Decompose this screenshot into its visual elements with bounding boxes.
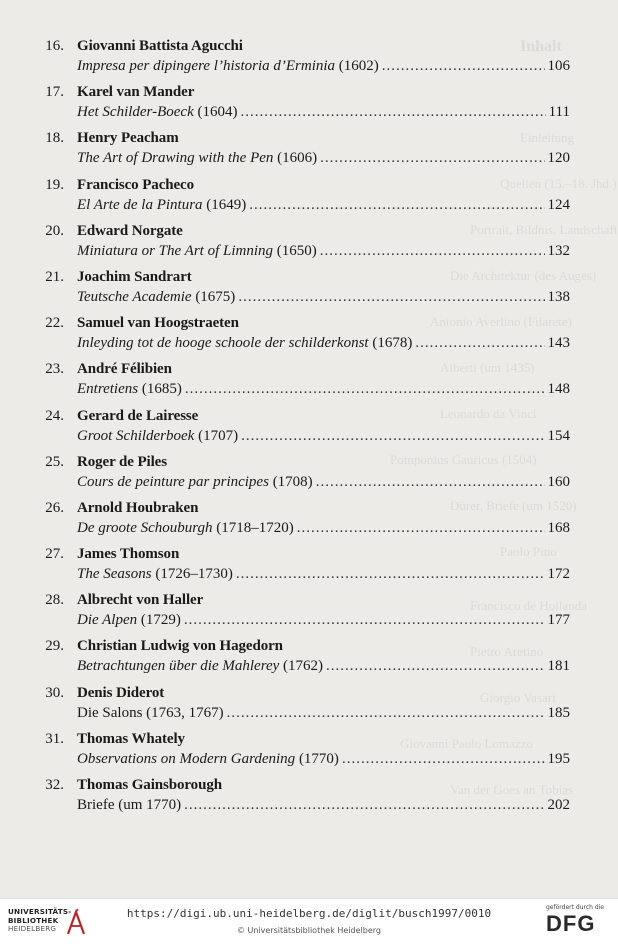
leader-dots [320, 242, 545, 261]
entry-number: 24. [45, 407, 64, 424]
entry-number: 26. [45, 499, 64, 516]
entry-page-number: 172 [547, 566, 570, 583]
leader-dots [326, 657, 544, 676]
entry-title-line [77, 427, 570, 446]
toc-entry [0, 268, 618, 314]
toc-entry [0, 314, 618, 360]
toc-entry [0, 637, 618, 683]
entry-title-line [77, 380, 570, 399]
leader-dots [342, 750, 545, 769]
entry-page-number: 185 [547, 704, 570, 721]
entry-title: El Arte de la Pintura (1649) [77, 196, 247, 213]
entry-number: 22. [45, 315, 64, 332]
entry-title-line [77, 103, 570, 122]
entry-author: Albrecht von Haller [77, 592, 204, 609]
toc-entry [0, 730, 618, 776]
entry-page-number: 154 [547, 427, 570, 444]
entry-title: Miniatura or The Art of Limning (1650) [77, 242, 317, 259]
leader-dots [240, 103, 545, 122]
entry-page-number: 106 [547, 58, 570, 74]
dfg-logo[interactable] [546, 904, 608, 940]
entry-author: Edward Norgate [77, 222, 183, 239]
toc-entry [0, 222, 618, 268]
entry-page-number: 177 [547, 612, 570, 629]
entry-title: Briefe (um 1770) [77, 797, 182, 813]
toc-entry [0, 83, 618, 129]
entry-author: Thomas Whately [77, 730, 185, 747]
entry-title: Het Schilder-Boeck (1604) [77, 104, 238, 121]
entry-number: 20. [45, 222, 64, 239]
entry-author: Samuel van Hoogstraeten [77, 315, 239, 332]
entry-number: 31. [45, 730, 64, 747]
entry-page-number: 120 [547, 150, 570, 167]
entry-title-line [77, 750, 570, 769]
entry-title: Die Alpen (1729) [77, 612, 181, 629]
leader-dots [316, 473, 545, 492]
entry-number: 32. [45, 777, 64, 793]
entry-title-line [77, 242, 570, 261]
leader-dots [241, 427, 544, 446]
entry-title: The Art of Drawing with the Pen (1606) [77, 150, 318, 167]
toc-entry [0, 407, 618, 453]
entry-title-line [77, 334, 570, 353]
leader-dots [227, 704, 545, 723]
entry-title: Betrachtungen über die Mahlerey (1762) [77, 658, 324, 675]
entry-number: 18. [45, 130, 64, 147]
table-of-contents [0, 37, 618, 822]
entry-title-line [77, 57, 570, 76]
entry-page-number: 181 [547, 658, 570, 675]
entry-number: 30. [45, 684, 64, 701]
toc-entry [0, 129, 618, 175]
entry-author: Gerard de Lairesse [77, 407, 199, 424]
leader-dots [415, 334, 544, 353]
entry-number: 29. [45, 638, 64, 655]
leader-dots [297, 519, 545, 538]
entry-page-number: 143 [547, 335, 570, 352]
entry-page-number: 138 [547, 288, 570, 305]
entry-number: 19. [45, 176, 64, 193]
entry-author: Roger de Piles [77, 453, 167, 470]
entry-title-line [77, 565, 570, 584]
toc-entry [0, 499, 618, 545]
entry-author: Karel van Mander [77, 84, 195, 101]
toc-entry [0, 176, 618, 222]
toc-entry [0, 37, 618, 83]
entry-author: Giovanni Battista Agucchi [77, 38, 243, 54]
entry-title-line [77, 149, 570, 168]
toc-entry [0, 360, 618, 406]
library-logo-text: UNIVERSITÄTS- BIBLIOTHEK HEIDELBERG [8, 907, 72, 934]
leader-dots [236, 565, 545, 584]
entry-title: Inleyding tot de hooge schoole der schilderkonst (1678) [77, 335, 413, 352]
entry-author: James Thomson [77, 546, 180, 563]
entry-number: 23. [45, 361, 64, 378]
entry-title: Impresa per dipingere l’historia d’Erminia (1602) [77, 58, 379, 74]
show-through-text: Inhalt Einleitung Quellen (15.–18. Jhd.) Portrait, Bildnis, Landschaft Die Architektur (des Auges) Antonio Averlino (Filarete) Alberti (um 1435) Leonardo da Vinci Pomponius Gauricus (1504) Dürer, Briefe (um 1520) Paolo Pino Francisco de Hollanda Pietro Aretino Giorgio Vasari Giovanni Paolo Lomazzo Van der Goes an Tobias [390, 38, 618, 797]
entry-page-number: 124 [547, 196, 570, 213]
leader-dots [249, 196, 544, 215]
entry-page-number: 168 [547, 519, 570, 536]
entry-number: 21. [45, 268, 64, 285]
entry-title: Entretiens (1685) [77, 381, 182, 398]
entry-title-line [77, 657, 570, 676]
leader-dots [382, 57, 545, 76]
permalink-url[interactable]: https://digi.ub.uni-heidelberg.de/diglit/busch1997/0010 [126, 907, 492, 920]
entry-author: Thomas Gainsborough [77, 777, 222, 793]
dfg-wordmark: DFG [546, 911, 596, 936]
entry-title: Teutsche Academie (1675) [77, 288, 236, 305]
entry-author: Henry Peacham [77, 130, 179, 147]
entry-page-number: 132 [547, 242, 570, 259]
entry-page-number: 195 [547, 750, 570, 767]
entry-author: Francisco Pacheco [77, 176, 195, 193]
entry-title: Cours de peinture par principes (1708) [77, 473, 313, 490]
toc-entry [0, 776, 618, 822]
entry-author: André Félibien [77, 361, 172, 378]
viewer-footer [0, 898, 618, 944]
leader-dots [320, 149, 544, 168]
copyright-notice: © Universitätsbibliothek Heidelberg [236, 926, 381, 935]
entry-title-line [77, 796, 570, 815]
leader-dots [184, 611, 545, 630]
toc-entry [0, 684, 618, 730]
entry-title: Groot Schilderboek (1707) [77, 427, 239, 444]
entry-title-line [77, 196, 570, 215]
entry-author: Denis Diderot [77, 684, 165, 701]
entry-title-line [77, 288, 570, 307]
toc-entry [0, 591, 618, 637]
entry-page-number: 202 [547, 797, 570, 813]
entry-title-line [77, 611, 570, 630]
entry-author: Arnold Houbraken [77, 499, 199, 516]
entry-number: 16. [45, 38, 64, 54]
entry-title-line [77, 473, 570, 492]
entry-page-number: 160 [547, 473, 570, 490]
entry-title-line [77, 519, 570, 538]
entry-title: Die Salons (1763, 1767) [77, 704, 224, 721]
entry-title: The Seasons (1726–1730) [77, 566, 233, 583]
entry-number: 25. [45, 453, 64, 470]
entry-author: Christian Ludwig von Hagedorn [77, 638, 283, 655]
toc-entry [0, 545, 618, 591]
leader-dots [184, 796, 544, 815]
entry-title-line [77, 704, 570, 723]
dfg-caption: gefördert durch die [546, 904, 604, 911]
entry-author: Joachim Sandrart [77, 268, 192, 285]
entry-page-number: 111 [548, 104, 570, 121]
leader-dots [238, 288, 544, 307]
entry-title: Observations on Modern Gardening (1770) [77, 750, 339, 767]
leader-dots [185, 380, 545, 399]
entry-number: 28. [45, 592, 64, 609]
entry-page-number: 148 [547, 381, 570, 398]
entry-number: 27. [45, 546, 64, 563]
toc-entry [0, 453, 618, 499]
entry-title: De groote Schouburgh (1718–1720) [77, 519, 294, 536]
entry-number: 17. [45, 84, 64, 101]
